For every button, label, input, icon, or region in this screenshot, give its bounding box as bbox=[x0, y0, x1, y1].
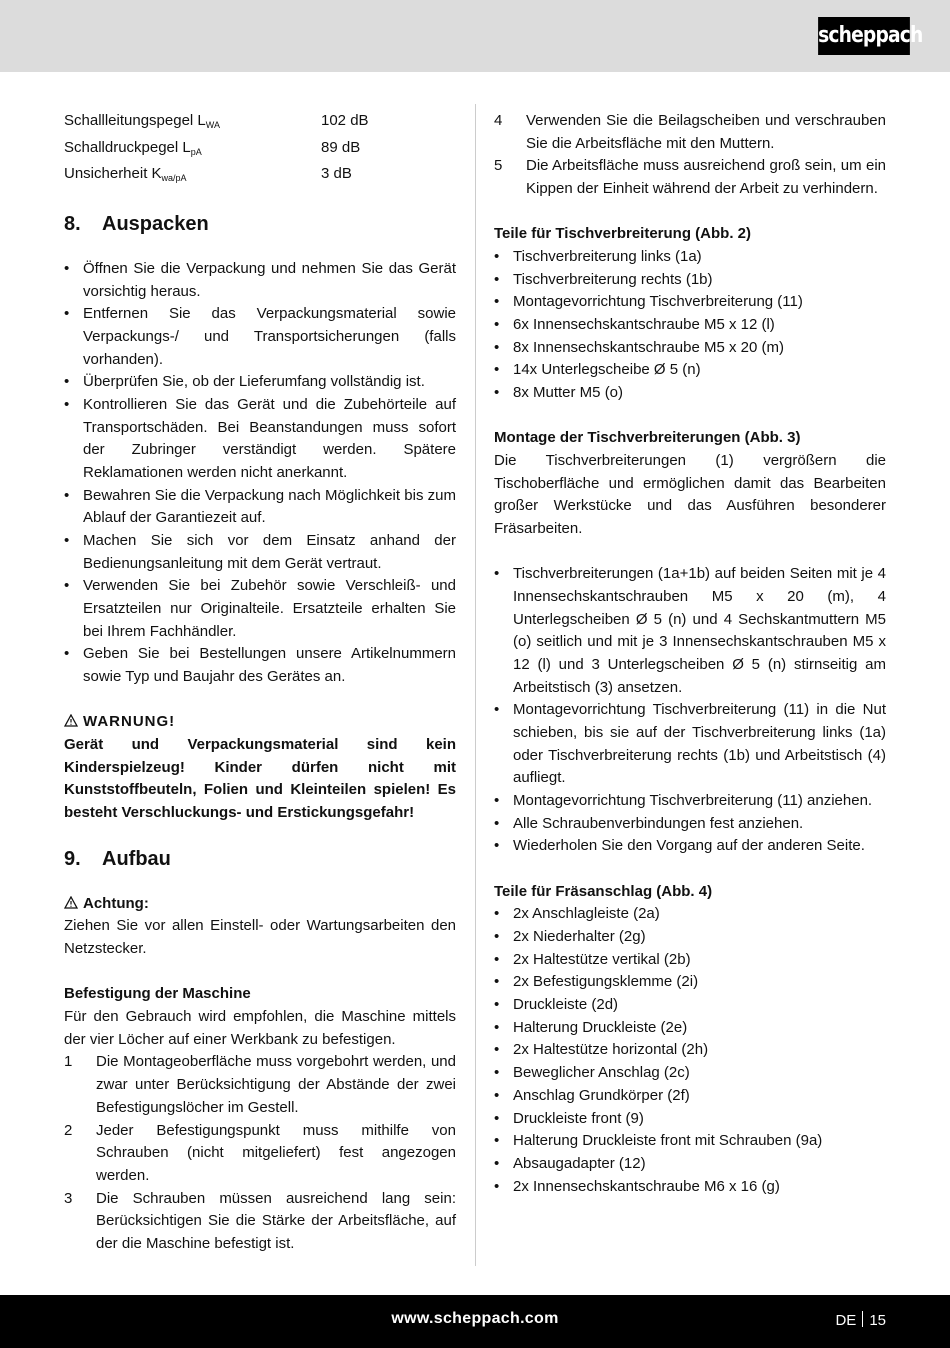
list-item bbox=[494, 314, 886, 337]
section-title: Auspacken bbox=[102, 213, 209, 236]
list-item-text: 2x Anschlagleiste (2a) bbox=[513, 905, 660, 923]
list-item bbox=[64, 258, 456, 303]
warning-title: WARNUNG! bbox=[83, 713, 176, 731]
step-text: Die Montageoberfläche muss vorgebohrt werden, und zwar unter Berücksichtigung der Abstände der zwei Befestigungslöcher im Gestell. bbox=[96, 1053, 456, 1116]
table-extension-mount-text: Die Tischverbreiterungen (1) vergrößern die Tischoberfläche und ermöglichen damit das Bearbeiten großer Werkstücke und das Ausführen besonderer Fräsarbeiten. bbox=[494, 452, 886, 538]
table-extension-mount-heading: Montage der Tischverbreiterungen (Abb. 3) bbox=[494, 429, 801, 447]
list-item bbox=[64, 303, 456, 371]
list-item bbox=[494, 337, 886, 360]
list-item bbox=[494, 926, 886, 949]
noise-label bbox=[64, 110, 321, 137]
bullet-icon: • bbox=[494, 248, 500, 266]
list-item-text: 6x Innensechskantschraube M5 x 12 (l) bbox=[513, 316, 775, 334]
right-column bbox=[494, 110, 886, 1198]
list-item bbox=[494, 1039, 886, 1062]
list-item-text: 8x Innensechskantschraube M5 x 20 (m) bbox=[513, 338, 784, 356]
list-item bbox=[64, 530, 456, 575]
bullet-icon: • bbox=[494, 837, 500, 855]
list-item bbox=[494, 790, 886, 813]
warning-text: Gerät und Verpackungsmaterial sind kein Kinderspielzeug! Kinder dürfen nicht mit Kunststoffbeuteln, Folien und Kleinteilen spielen! Es besteht Verschluckungs- und Erstickungsgefahr! bbox=[64, 736, 456, 822]
left-column bbox=[64, 110, 456, 1256]
list-item-text: Anschlag Grundkörper (2f) bbox=[513, 1086, 690, 1104]
list-item-text: Geben Sie bei Bestellungen unsere Artikelnummern sowie Typ und Baujahr des Gerätes an. bbox=[83, 645, 456, 686]
mount-steps-continued bbox=[494, 110, 886, 201]
numbered-step bbox=[64, 1188, 456, 1256]
step-text: Jeder Befestigungspunkt muss mithilfe von Schrauben (nicht mitgeliefert) fest angezogen werden. bbox=[96, 1121, 456, 1184]
list-item-text: Verwenden Sie bei Zubehör sowie Verschleiß- und Ersatzteilen nur Originalteile. Ersatzteile erhalten Sie bei Ihrem Fachhändler. bbox=[83, 577, 456, 640]
bullet-icon: • bbox=[494, 361, 500, 379]
list-item-text: Überprüfen Sie, ob der Lieferumfang vollständig ist. bbox=[83, 373, 425, 391]
step-number: 5 bbox=[494, 157, 503, 175]
bullet-icon: • bbox=[494, 701, 500, 719]
list-item bbox=[494, 1062, 886, 1085]
list-item bbox=[494, 1153, 886, 1176]
numbered-step bbox=[494, 155, 886, 200]
bullet-icon: • bbox=[494, 950, 500, 968]
mount-steps bbox=[64, 1051, 456, 1255]
mount-text: Für den Gebrauch wird empfohlen, die Maschine mittels der vier Löcher auf einer Werkbank zu befestigen. bbox=[64, 1008, 456, 1048]
noise-label bbox=[64, 163, 321, 190]
bullet-icon: • bbox=[64, 577, 70, 595]
column-divider bbox=[475, 104, 476, 1266]
list-item-text: Montagevorrichtung Tischverbreiterung (11) anziehen. bbox=[513, 792, 873, 810]
step-text: Die Arbeitsfläche muss ausreichend groß sein, um ein Kippen der Einheit während der Arbeit zu verhindern. bbox=[526, 157, 886, 198]
list-item-text: Tischverbreiterung rechts (1b) bbox=[513, 270, 713, 288]
bullet-icon: • bbox=[494, 1132, 500, 1150]
noise-label-subscript: WA bbox=[205, 120, 220, 130]
bullet-icon: • bbox=[494, 1109, 500, 1127]
step-number: 4 bbox=[494, 112, 503, 129]
step-number: 3 bbox=[64, 1189, 73, 1207]
list-item bbox=[494, 699, 886, 790]
list-item-text: Absaugadapter (12) bbox=[513, 1154, 646, 1172]
list-item bbox=[64, 394, 456, 485]
page-indicator bbox=[835, 1311, 886, 1329]
noise-value: 89 dB bbox=[321, 138, 361, 156]
list-item bbox=[494, 813, 886, 836]
table-extension-parts-heading: Teile für Tischverbreiterung (Abb. 2) bbox=[494, 225, 751, 243]
noise-label-text: Schalldruckpegel L bbox=[64, 138, 191, 156]
bullet-icon: • bbox=[494, 293, 500, 311]
step-text: Verwenden Sie die Beilagscheiben und verschrauben Sie die Arbeitsfläche mit den Muttern. bbox=[526, 112, 886, 152]
bullet-icon: • bbox=[494, 928, 500, 946]
bullet-icon: • bbox=[494, 1041, 500, 1059]
list-item-text: 2x Haltestütze horizontal (2h) bbox=[513, 1041, 709, 1059]
section-title: Aufbau bbox=[102, 847, 171, 870]
step-number: 2 bbox=[64, 1121, 73, 1139]
list-item-text: 2x Haltestütze vertikal (2b) bbox=[513, 950, 691, 968]
list-item bbox=[494, 994, 886, 1017]
noise-table-row bbox=[64, 110, 456, 137]
bullet-icon: • bbox=[64, 260, 70, 278]
caution-title: Achtung: bbox=[83, 894, 149, 912]
warning-heading bbox=[64, 711, 456, 734]
numbered-step bbox=[64, 1051, 456, 1119]
noise-label-text: Unsicherheit K bbox=[64, 165, 162, 183]
list-item bbox=[494, 1108, 886, 1131]
list-item-text: 2x Innensechskantschraube M6 x 16 (g) bbox=[513, 1177, 780, 1195]
list-item bbox=[64, 643, 456, 688]
list-item bbox=[494, 1085, 886, 1108]
bullet-icon: • bbox=[494, 996, 500, 1014]
list-item-text: Beweglicher Anschlag (2c) bbox=[513, 1064, 690, 1082]
list-item-text: Tischverbreiterung links (1a) bbox=[513, 248, 702, 266]
noise-table bbox=[64, 110, 456, 190]
list-item bbox=[494, 1130, 886, 1153]
noise-label-subscript: pA bbox=[190, 146, 202, 157]
section-8-heading bbox=[64, 190, 456, 258]
section-9-heading bbox=[64, 825, 456, 893]
bullet-icon: • bbox=[64, 373, 70, 391]
list-item-text: Kontrollieren Sie das Gerät und die Zubehörteile auf Transportschäden. Bei Beanstandungen muss sofort der Zubringer verständigt werden. Spätere Reklamationen werden nicht anerkannt. bbox=[83, 396, 456, 482]
unpacking-list bbox=[64, 258, 456, 689]
page-header bbox=[0, 0, 950, 72]
scheppach-logo: scheppach bbox=[818, 17, 910, 55]
list-item-text: 8x Mutter M5 (o) bbox=[513, 384, 624, 402]
bullet-icon: • bbox=[64, 486, 70, 504]
step-number: 1 bbox=[64, 1053, 73, 1071]
bullet-icon: • bbox=[494, 814, 500, 832]
list-item bbox=[494, 949, 886, 972]
list-item-text: 2x Niederhalter (2g) bbox=[513, 928, 646, 946]
bullet-icon: • bbox=[64, 532, 70, 550]
list-item bbox=[494, 291, 886, 314]
bullet-icon: • bbox=[64, 305, 70, 323]
list-item-text: 2x Befestigungsklemme (2i) bbox=[513, 973, 699, 991]
bullet-icon: • bbox=[64, 645, 70, 663]
list-item-text: Bewahren Sie die Verpackung nach Möglichkeit bis zum Ablauf der Garantiezeit auf. bbox=[83, 486, 456, 527]
list-item bbox=[494, 903, 886, 926]
list-item bbox=[494, 563, 886, 699]
bullet-icon: • bbox=[64, 396, 70, 414]
list-item-text: Tischverbreiterungen (1a+1b) auf beiden Seiten mit je 4 Innensechskantschrauben M5 x 20 (m), 4 Unterlegscheiben Ø 5 (n) und 4 Sechskantmuttern M5 (o) seitlich und mit je 3 Innensechskantschrauben M5 x 12 (l) und 3 Unterlegscheiben Ø 5 (n) stirnseitig am Arbeitstisch (3) ansetzen. bbox=[513, 565, 886, 696]
list-item-text: Druckleiste front (9) bbox=[513, 1109, 644, 1127]
page-footer bbox=[0, 1295, 950, 1348]
bullet-icon: • bbox=[494, 338, 500, 356]
section-number: 9. bbox=[64, 847, 81, 870]
bullet-icon: • bbox=[494, 565, 500, 583]
bullet-icon: • bbox=[494, 1018, 500, 1036]
bullet-icon: • bbox=[494, 270, 500, 288]
bullet-icon: • bbox=[494, 1086, 500, 1104]
list-item bbox=[494, 246, 886, 269]
noise-label-text: Schallleitungspegel L bbox=[64, 112, 206, 129]
list-item bbox=[494, 971, 886, 994]
list-item-text: Wiederholen Sie den Vorgang auf der anderen Seite. bbox=[513, 837, 865, 855]
list-item-text: Öffnen Sie die Verpackung und nehmen Sie das Gerät vorsichtig heraus. bbox=[83, 260, 456, 300]
website-link[interactable]: www.scheppach.com bbox=[391, 1310, 559, 1327]
noise-table-row bbox=[64, 137, 456, 164]
numbered-step bbox=[494, 110, 886, 155]
bullet-icon: • bbox=[494, 384, 500, 402]
step-text: Die Schrauben müssen ausreichend lang sein: Berücksichtigen Sie die Stärke der Arbeitsfläche, auf der die Maschine befestigt ist. bbox=[96, 1189, 456, 1252]
list-item bbox=[494, 835, 886, 858]
list-item-text: Halterung Druckleiste front mit Schrauben (9a) bbox=[513, 1132, 823, 1150]
list-item bbox=[494, 382, 886, 405]
table-extension-mount-steps bbox=[494, 563, 886, 858]
fence-parts-list bbox=[494, 903, 886, 1198]
language-code: DE bbox=[835, 1312, 857, 1329]
list-item bbox=[64, 485, 456, 530]
bullet-icon: • bbox=[494, 1154, 500, 1172]
fence-parts-heading: Teile für Fräsanschlag (Abb. 4) bbox=[494, 882, 713, 900]
list-item bbox=[64, 371, 456, 394]
bullet-icon: • bbox=[494, 1177, 500, 1195]
noise-label bbox=[64, 137, 321, 164]
list-item-text: Druckleiste (2d) bbox=[513, 996, 619, 1014]
list-item-text: Montagevorrichtung Tischverbreiterung (11) in die Nut schieben, bis sie auf der Tischverbreiterung links (1a) oder Tischverbreiterung rechts (1b) und Arbeitstisch (4) aufliegt. bbox=[513, 701, 886, 787]
noise-table-row bbox=[64, 163, 456, 190]
numbered-step bbox=[64, 1120, 456, 1188]
caution-text: Ziehen Sie vor allen Einstell- oder Wartungsarbeiten den Netzstecker. bbox=[64, 917, 456, 958]
list-item bbox=[494, 1017, 886, 1040]
bullet-icon: • bbox=[494, 905, 500, 923]
list-item-text: Machen Sie sich vor dem Einsatz anhand der Bedienungsanleitung mit dem Gerät vertraut. bbox=[83, 532, 456, 572]
list-item-text: Entfernen Sie das Verpackungsmaterial sowie Verpackungs-/ und Transportsicherungen (falls vorhanden). bbox=[83, 305, 456, 368]
warning-triangle-icon bbox=[64, 714, 78, 727]
list-item-text: Halterung Druckleiste (2e) bbox=[513, 1018, 688, 1036]
list-item bbox=[494, 359, 886, 382]
list-item-text: Montagevorrichtung Tischverbreiterung (11) bbox=[513, 293, 803, 311]
list-item-text: 14x Unterlegscheibe Ø 5 (n) bbox=[513, 361, 701, 379]
noise-label-subscript: wa/pA bbox=[161, 173, 187, 184]
section-number: 8. bbox=[64, 213, 81, 236]
noise-value: 3 dB bbox=[321, 165, 352, 183]
warning-triangle-icon bbox=[64, 896, 78, 909]
caution-heading bbox=[64, 893, 456, 916]
bullet-icon: • bbox=[494, 316, 500, 334]
list-item bbox=[64, 575, 456, 643]
page-number: 15 bbox=[869, 1312, 886, 1329]
list-item-text: Alle Schraubenverbindungen fest anziehen. bbox=[513, 814, 804, 832]
noise-value: 102 dB bbox=[321, 112, 369, 129]
bullet-icon: • bbox=[494, 1064, 500, 1082]
bullet-icon: • bbox=[494, 792, 500, 810]
mount-heading: Befestigung der Maschine bbox=[64, 985, 251, 1003]
list-item bbox=[494, 1176, 886, 1199]
bullet-icon: • bbox=[494, 973, 500, 991]
list-item bbox=[494, 269, 886, 292]
table-extension-parts-list bbox=[494, 246, 886, 405]
